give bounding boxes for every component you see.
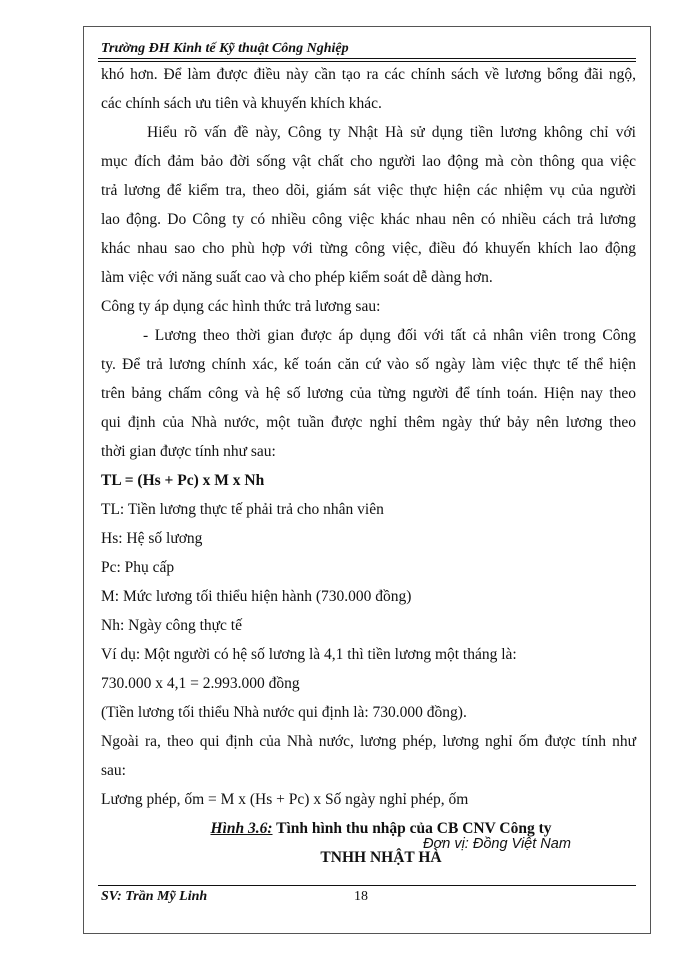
text-line: làm việc với năng suất cao và cho phép kiểm soát dễ dàng hơn. — [101, 269, 493, 286]
text-line: - Lương theo thời gian được áp dụng đối với tất cả nhân viên trong Công — [143, 327, 636, 344]
text-line: Hiểu rõ vấn đề này, Công ty Nhật Hà sử dụng tiền lương không chỉ với — [147, 124, 636, 141]
definition-m: M: Mức lương tối thiểu hiện hành (730.000 đồng) — [101, 588, 412, 605]
text-line: qui định của Nhà nước, một tuần được nghỉ thêm ngày thứ bảy nên lương theo — [101, 414, 636, 431]
text-line: khác nhau sao cho phù hợp với từng công việc, điều đó khuyến khích lao động — [101, 240, 636, 257]
leave-formula: Lương phép, ốm = M x (Hs + Pc) x Số ngày nghỉ phép, ốm — [101, 791, 469, 808]
text-line: sau: — [101, 762, 126, 779]
header-rule — [98, 58, 636, 59]
definition-tl: TL: Tiền lương thực tế phải trả cho nhân viên — [101, 501, 384, 518]
text-line: lao động. Do Công ty có nhiều công việc khác nhau nên có nhiều cách trả lương — [101, 211, 636, 228]
example-calculation: 730.000 x 4,1 = 2.993.000 đồng — [101, 675, 300, 692]
text-line: trên bảng chấm công và hệ số lương của từng người để tính toán. Hiện nay theo — [101, 385, 636, 402]
text-line: trả lương để kiểm tra, theo dõi, giám sát việc thực hiện các nhiệm vụ của người — [101, 182, 636, 199]
figure-subtitle: TNHH NHẬT HÀ — [320, 849, 442, 866]
text-line: khó hơn. Để làm được điều này cần tạo ra các chính sách về lương bổng đãi ngộ, — [101, 66, 636, 83]
text-line: Ngoài ra, theo qui định của Nhà nước, lương phép, lương nghỉ ốm được tính như — [101, 733, 636, 750]
text-line: Công ty áp dụng các hình thức trả lương sau: — [101, 298, 381, 315]
text-line: thời gian được tính như sau: — [101, 443, 276, 460]
definition-hs: Hs: Hệ số lương — [101, 530, 203, 547]
text-line: các chính sách ưu tiên và khuyến khích khác. — [101, 95, 382, 112]
definition-nh: Nh: Ngày công thực tế — [101, 617, 242, 634]
salary-formula: TL = (Hs + Pc) x M x Nh — [101, 472, 265, 489]
figure-title: Tình hình thu nhập của CB CNV Công ty — [272, 820, 552, 837]
example-line: Ví dụ: Một người có hệ số lương là 4,1 thì tiền lương một tháng là: — [101, 646, 517, 663]
unit-label: Đơn vị: Đồng Việt Nam — [423, 836, 571, 852]
text-line: mục đích đảm bảo đời sống vật chất cho người lao động mà còn thông qua việc — [101, 153, 636, 170]
footer-rule — [98, 885, 636, 886]
figure-label: Hình 3.6: — [210, 820, 273, 837]
document-body — [101, 60, 636, 872]
page-number: 18 — [354, 889, 368, 904]
student-name: SV: Trần Mỹ Linh — [101, 889, 208, 904]
text-line: ty. Để trả lương chính xác, kế toán căn cứ vào số ngày làm việc thực tế thể hiện — [101, 356, 636, 373]
definition-pc: Pc: Phụ cấp — [101, 559, 175, 576]
page-header: Trường ĐH Kinh tế Kỹ thuật Công Nghiệp — [101, 41, 349, 56]
example-note: (Tiền lương tối thiểu Nhà nước qui định là: 730.000 đồng). — [101, 704, 467, 721]
